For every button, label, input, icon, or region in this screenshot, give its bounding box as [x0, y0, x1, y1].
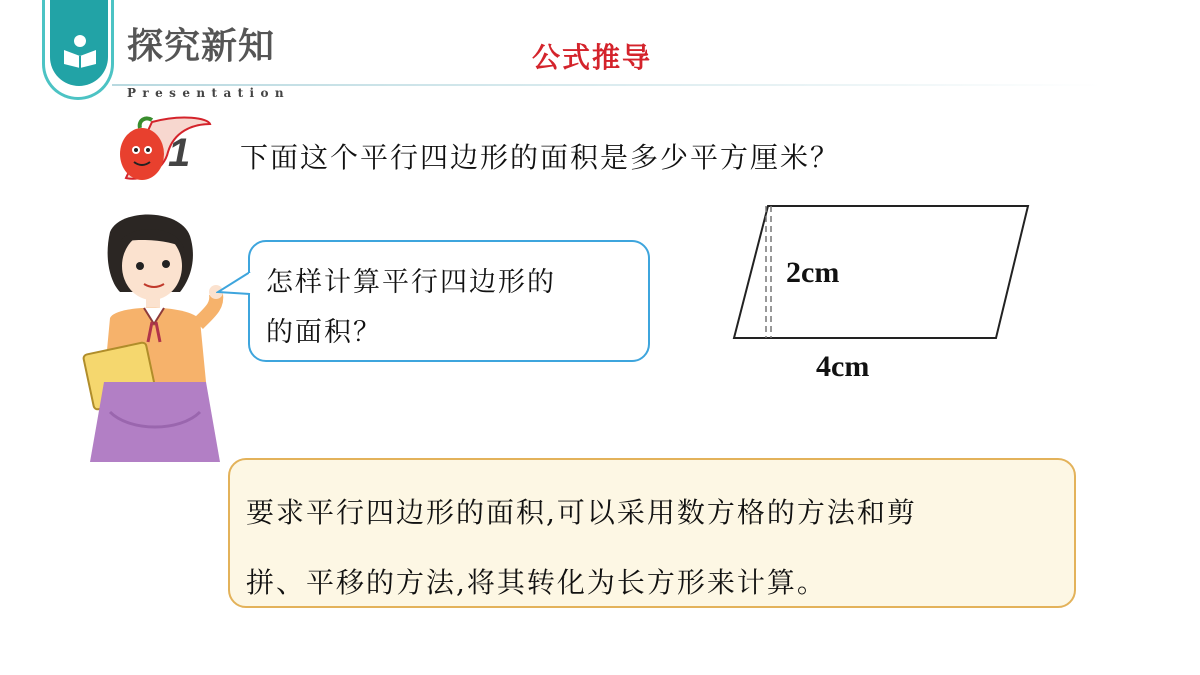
- problem-number: 1: [168, 131, 191, 175]
- section-title: 公式推导: [532, 41, 653, 74]
- problem-number-icon: [112, 112, 212, 186]
- speech-bubble-tail: [216, 270, 252, 300]
- page-title: 探究新知: [127, 26, 276, 67]
- speech-bubble-text: [266, 258, 636, 358]
- answer-text: [246, 478, 1066, 618]
- speech-line-1: 怎样计算平行四边形的: [266, 267, 556, 298]
- answer-line-2: 拼、平移的方法,将其转化为长方形来计算。: [246, 566, 827, 599]
- base-label: 4cm: [816, 350, 870, 383]
- height-label: 2cm: [786, 256, 840, 289]
- answer-line-1: 要求平行四边形的面积,可以采用数方格的方法和剪: [246, 496, 917, 529]
- speech-line-2: 的面积？: [266, 317, 382, 348]
- teacher-illustration: [80, 212, 230, 472]
- question-text: 下面这个平行四边形的面积是多少平方厘米？: [240, 141, 841, 174]
- page-subtitle: Presentation: [127, 86, 291, 100]
- reading-person-icon: [60, 30, 100, 70]
- parallelogram-figure: [728, 200, 1038, 346]
